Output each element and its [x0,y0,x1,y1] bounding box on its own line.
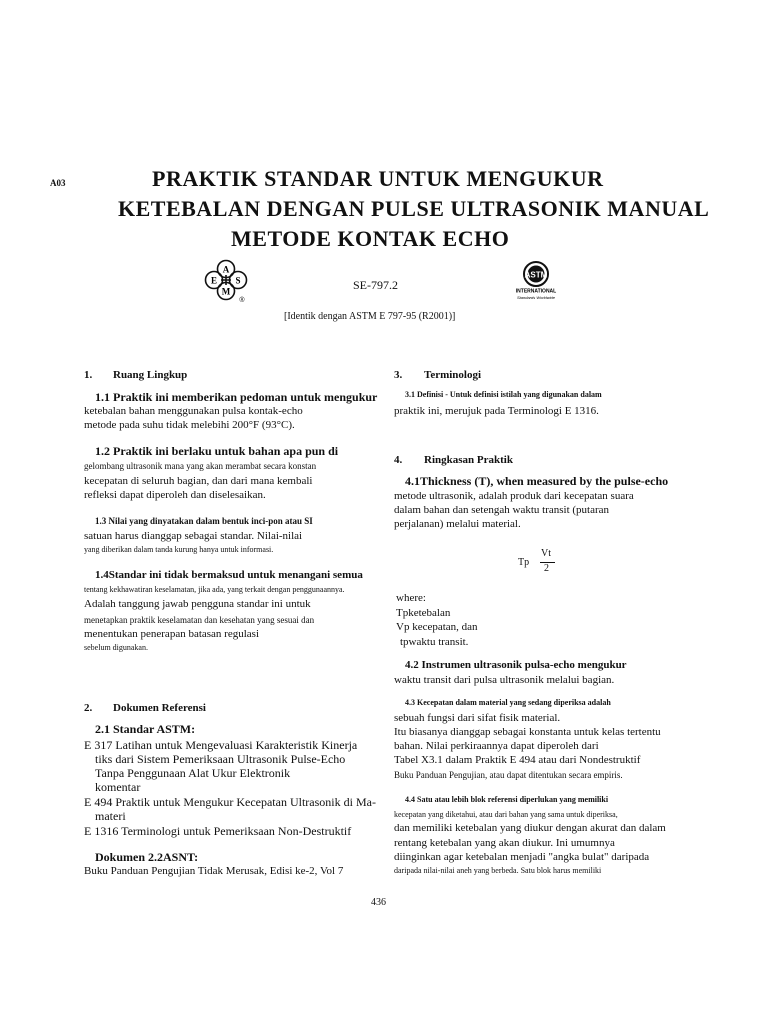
section-2-number: 2. [84,702,93,714]
para-1-4-line-3: Adalah tanggung jawab pengguna standar ini untuk [84,598,311,610]
para-4-3-line-3: Itu biasanya dianggap sebagai konstanta untuk kelas tertentu [394,726,661,738]
reference-3: E 1316 Terminologi untuk Pemeriksaan Non-Destruktif [84,824,352,838]
para-1-3-line-1: 1.3 Nilai yang dinyatakan dalam bentuk inci-pon atau SI [95,516,313,526]
asme-letter-s: S [235,275,241,286]
para-4-3-line-4: bahan. Nilai perkiraannya dapat diperoleh dari [394,740,599,752]
section-1-title: Ruang Lingkup [113,369,188,381]
astm-sub-text-2: Standards Worldwide [516,295,556,300]
section-3-title: Terminologi [424,369,482,381]
section-4-title: Ringkasan Praktik [424,454,513,466]
para-1-4-line-5: menentukan penerapan batasan regulasi [84,628,260,640]
para-4-4-line-2: kecepatan yang diketahui, atau dari bahan yang sama untuk diperiksa, [394,810,618,819]
title-line-3: METODE KONTAK ECHO [231,226,510,251]
para-4-2-line-2: waktu transit dari pulsa ultrasonik melalui bagian. [394,674,615,686]
definition-thickness: Tpketebalan [396,607,451,619]
reference-2-line-2: materi [95,809,126,823]
para-4-3-line-5: Tabel X3.1 dalam Praktik E 494 atau dari Nondestruktif [394,754,641,766]
reference-2-line-1: E 494 Praktik untuk Mengukur Kecepatan Ultrasonik di Ma- [84,795,376,809]
para-1-2-line-3: kecepatan di seluruh bagian, dan dari mana kembali [84,475,313,487]
para-1-2-line-1: 1.2 Praktik ini berlaku untuk bahan apa pun di [95,444,339,458]
para-4-1-line-4: perjalanan) melalui material. [394,518,521,530]
para-1-2-line-4: refleksi dapat diperoleh dan diselesaikan. [84,489,266,501]
para-1-4-line-1: 1.4Standar ini tidak bermaksud untuk menangani semua [95,569,363,581]
para-1-4-line-4: menetapkan praktik keselamatan dan kesehatan yang sesuai dan [84,615,315,625]
para-4-2-line-1: 4.2 Instrumen ultrasonik pulsa-echo mengukur [405,659,627,671]
para-4-4-line-1: 4.4 Satu atau lebih blok referensi diperlukan yang memiliki [405,795,609,804]
para-1-1-line-1: 1.1 Praktik ini memberikan pedoman untuk mengukur [95,390,378,404]
reference-1-line-2: tiks dari Sistem Pemeriksaan Ultrasonik Pulse-Echo [95,752,346,766]
section-2-2-title: Dokumen 2.2ASNT: [95,850,199,864]
identical-note: [Identik dengan ASTM E 797-95 (R2001)] [284,311,456,322]
equation-lhs: Tp [518,557,530,568]
para-3-1-line-1: 3.1 Definisi - Untuk definisi istilah yang digunakan dalam [405,390,602,399]
para-4-3-line-6: Buku Panduan Pengujian, atau dapat ditentukan secara empiris. [394,770,623,780]
astm-logo [512,259,560,303]
para-1-1-line-3: metode pada suhu tidak melebihi 200°F (93°C). [84,419,295,431]
page-number: 436 [371,897,386,908]
para-3-1-line-2: praktik ini, merujuk pada Terminologi E 1316. [394,405,599,417]
definition-velocity: Vp kecepatan, dan [396,621,478,633]
section-2-1-title: 2.1 Standar ASTM: [95,722,196,736]
designation: SE-797.2 [353,278,398,292]
section-1-number: 1. [84,369,93,381]
title-line-1: PRAKTIK STANDAR UNTUK MENGUKUR [152,166,604,191]
para-4-1-line-2: metode ultrasonik, adalah produk dari kecepatan suara [394,490,634,502]
section-4-number: 4. [394,454,403,466]
section-2-title: Dokumen Referensi [113,702,206,714]
asme-logo [203,258,249,304]
para-4-4-line-4: rentang ketebalan yang akan diukur. Ini umumnya [394,837,615,849]
where-label: where: [396,592,426,604]
para-4-4-line-6: daripada nilai-nilai aneh yang berbeda. Satu blok harus memiliki [394,866,602,875]
para-1-4-line-2: tentang kekhawatiran keselamatan, jika ada, yang terkait dengan penggunaannya. [84,585,345,594]
para-1-1-line-2: ketebalan bahan menggunakan pulsa kontak-echo [84,405,303,417]
para-4-4-line-3: dan memiliki ketebalan yang diukur dengan akurat dan dalam [394,822,666,834]
para-1-3-line-3: yang diberikan dalam tanda kurung hanya untuk informasi. [84,545,274,554]
para-1-2-line-2: gelombang ultrasonik mana yang akan merambat secara konstan [84,461,317,471]
asme-registered: ® [239,297,245,304]
astm-sub-text-1: INTERNATIONAL [515,288,557,295]
equation-numerator: Vt [541,548,551,559]
para-4-4-line-5: diinginkan agar ketebalan menjadi "angka bulat" daripada [394,851,650,863]
para-1-3-line-2: satuan harus dianggap sebagai standar. Nilai-nilai [84,530,303,542]
asme-letter-e: E [210,275,218,286]
definition-transit-time: tpwaktu transit. [400,636,469,648]
asme-letter-a: A [222,264,230,275]
para-1-4-line-6: sebelum digunakan. [84,643,148,652]
section-2-2-text: Buku Panduan Pengujian Tidak Merusak, Edisi ke-2, Vol 7 [84,865,344,877]
title-line-2: KETEBALAN DENGAN PULSE ULTRASONIK MANUAL [118,196,710,221]
para-4-3-line-1: 4.3 Kecepatan dalam material yang sedang diperiksa adalah [405,698,611,707]
para-4-1-line-3: dalam bahan dan setengah waktu transit (putaran [394,504,610,516]
reference-1-line-4: komentar [95,780,141,794]
astm-main-text: ASTM [524,270,548,280]
section-3-number: 3. [394,369,403,381]
para-4-3-line-2: sebuah fungsi dari sifat fisik material. [394,712,561,724]
document-code: A03 [50,178,66,188]
reference-1-line-1: E 317 Latihan untuk Mengevaluasi Karakteristik Kinerja [84,738,358,752]
reference-1-line-3: Tanpa Penggunaan Alat Ukur Elektronik [95,766,291,780]
para-4-1-line-1: 4.1Thickness (T), when measured by the pulse-echo [405,474,669,488]
asme-letter-m: M [221,286,231,297]
equation-denominator: 2 [544,563,549,574]
